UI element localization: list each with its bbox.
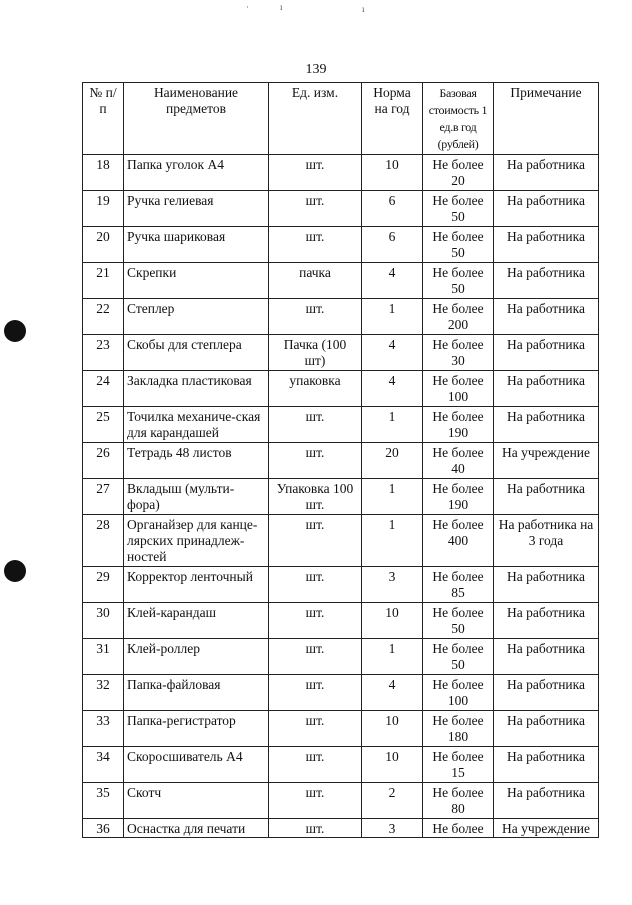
cell-name: Клей-карандаш	[124, 603, 269, 639]
cell-norm: 4	[362, 675, 423, 711]
cell-unit: шт.	[269, 155, 362, 191]
cell-note: На работника	[494, 711, 599, 747]
cell-norm: 1	[362, 639, 423, 675]
cell-unit: шт.	[269, 711, 362, 747]
table-row	[83, 155, 599, 191]
table-row	[83, 299, 599, 335]
table-row	[83, 639, 599, 675]
cell-num: 23	[83, 335, 124, 371]
cell-norm: 1	[362, 299, 423, 335]
cell-unit: упаковка	[269, 371, 362, 407]
cell-name: Папка-файловая	[124, 675, 269, 711]
header-note: Примечание	[494, 83, 599, 155]
cell-unit: шт.	[269, 747, 362, 783]
table-row	[83, 191, 599, 227]
cell-name: Ручка гелиевая	[124, 191, 269, 227]
cell-norm: 20	[362, 443, 423, 479]
cell-norm: 4	[362, 371, 423, 407]
cell-num: 34	[83, 747, 124, 783]
cell-norm: 6	[362, 191, 423, 227]
cell-num: 31	[83, 639, 124, 675]
cell-num: 32	[83, 675, 124, 711]
table-row	[83, 227, 599, 263]
cell-note: На работника	[494, 371, 599, 407]
cell-num: 33	[83, 711, 124, 747]
cell-cost: Не более 100	[423, 675, 494, 711]
cell-cost: Не более 30	[423, 335, 494, 371]
cell-unit: шт.	[269, 567, 362, 603]
cell-num: 24	[83, 371, 124, 407]
header-name: Наименование предметов	[124, 83, 269, 155]
table-row	[83, 443, 599, 479]
header-num: № п/п	[83, 83, 124, 155]
cell-note: На работника	[494, 263, 599, 299]
cell-name: Органайзер для канце-лярских принадлеж-ностей	[124, 515, 269, 567]
cell-norm: 10	[362, 603, 423, 639]
cell-cost: Не более 80	[423, 783, 494, 819]
cell-unit: Пачка (100 шт)	[269, 335, 362, 371]
table-row	[83, 567, 599, 603]
cell-num: 25	[83, 407, 124, 443]
cell-norm: 10	[362, 747, 423, 783]
cell-cost: Не более 20	[423, 155, 494, 191]
cell-name: Точилка механиче-ская для карандашей	[124, 407, 269, 443]
cell-name: Папка уголок А4	[124, 155, 269, 191]
page-number: 139	[305, 62, 327, 77]
cell-name: Скобы для степлера	[124, 335, 269, 371]
cell-name: Скоросшиватель А4	[124, 747, 269, 783]
cell-name: Тетрадь 48 листов	[124, 443, 269, 479]
punch-hole-icon	[4, 560, 26, 582]
cell-unit: шт.	[269, 675, 362, 711]
cell-cost: Не более 85	[423, 567, 494, 603]
cell-unit: Упаковка 100 шт.	[269, 479, 362, 515]
cell-name: Закладка пластиковая	[124, 371, 269, 407]
cell-norm: 6	[362, 227, 423, 263]
cell-unit: шт.	[269, 819, 362, 838]
cell-num: 19	[83, 191, 124, 227]
cell-name: Клей-роллер	[124, 639, 269, 675]
cell-num: 36	[83, 819, 124, 838]
cell-norm: 1	[362, 479, 423, 515]
cell-note: На работника	[494, 603, 599, 639]
cell-norm: 3	[362, 819, 423, 838]
cell-name: Оснастка для печати	[124, 819, 269, 838]
cell-note: На работника на 3 года	[494, 515, 599, 567]
cell-unit: пачка	[269, 263, 362, 299]
cell-num: 27	[83, 479, 124, 515]
cell-name: Корректор ленточный	[124, 567, 269, 603]
cell-cost: Не более 50	[423, 263, 494, 299]
cell-num: 21	[83, 263, 124, 299]
cell-norm: 1	[362, 407, 423, 443]
table-row	[83, 747, 599, 783]
cell-norm: 10	[362, 711, 423, 747]
table-row	[83, 263, 599, 299]
cell-norm: 10	[362, 155, 423, 191]
cell-note: На работника	[494, 299, 599, 335]
cell-cost: Не более 50	[423, 603, 494, 639]
cell-unit: шт.	[269, 299, 362, 335]
cell-note: На работника	[494, 639, 599, 675]
cell-norm: 4	[362, 335, 423, 371]
cell-note: На учреждение	[494, 443, 599, 479]
cell-note: На работника	[494, 407, 599, 443]
cell-num: 18	[83, 155, 124, 191]
cell-num: 29	[83, 567, 124, 603]
cell-cost: Не более	[423, 819, 494, 838]
cell-note: На работника	[494, 479, 599, 515]
table-row	[83, 479, 599, 515]
cell-name: Степлер	[124, 299, 269, 335]
cell-cost: Не более 180	[423, 711, 494, 747]
cell-name: Ручка шариковая	[124, 227, 269, 263]
cell-note: На работника	[494, 675, 599, 711]
header-unit: Ед. изм.	[269, 83, 362, 155]
cell-note: На учреждение	[494, 819, 599, 838]
cell-unit: шт.	[269, 227, 362, 263]
table-row	[83, 675, 599, 711]
cell-note: На работника	[494, 335, 599, 371]
cell-unit: шт.	[269, 191, 362, 227]
cell-norm: 2	[362, 783, 423, 819]
cell-norm: 3	[362, 567, 423, 603]
scan-speck: ı	[280, 2, 283, 12]
table-body	[83, 155, 599, 838]
cell-note: На работника	[494, 747, 599, 783]
cell-cost: Не более 15	[423, 747, 494, 783]
cell-num: 28	[83, 515, 124, 567]
cell-note: На работника	[494, 155, 599, 191]
cell-note: На работника	[494, 783, 599, 819]
cell-num: 30	[83, 603, 124, 639]
cell-unit: шт.	[269, 515, 362, 567]
cell-cost: Не более 100	[423, 371, 494, 407]
cell-note: На работника	[494, 191, 599, 227]
cell-unit: шт.	[269, 443, 362, 479]
table-row	[83, 783, 599, 819]
cell-num: 22	[83, 299, 124, 335]
cell-unit: шт.	[269, 603, 362, 639]
table-row	[83, 371, 599, 407]
punch-hole-icon	[4, 320, 26, 342]
cell-norm: 1	[362, 515, 423, 567]
table-row	[83, 335, 599, 371]
cell-note: На работника	[494, 567, 599, 603]
table-row	[83, 711, 599, 747]
table-row	[83, 515, 599, 567]
cell-cost: Не более 190	[423, 479, 494, 515]
supplies-table	[82, 82, 599, 838]
cell-note: На работника	[494, 227, 599, 263]
cell-name: Папка-регистратор	[124, 711, 269, 747]
cell-num: 35	[83, 783, 124, 819]
scan-speck: ·	[246, 2, 249, 12]
cell-cost: Не более 50	[423, 191, 494, 227]
table-row	[83, 603, 599, 639]
cell-unit: шт.	[269, 407, 362, 443]
header-cost: Базовая стоимость 1 ед.в год (рублей)	[423, 83, 494, 155]
cell-cost: Не более 190	[423, 407, 494, 443]
cell-num: 26	[83, 443, 124, 479]
cell-unit: шт.	[269, 783, 362, 819]
cell-cost: Не более 400	[423, 515, 494, 567]
table-header-row	[83, 83, 599, 155]
cell-num: 20	[83, 227, 124, 263]
cell-name: Скотч	[124, 783, 269, 819]
cell-cost: Не более 200	[423, 299, 494, 335]
scan-speck: ı	[362, 4, 365, 14]
cell-name: Скрепки	[124, 263, 269, 299]
cell-cost: Не более 50	[423, 227, 494, 263]
cell-name: Вкладыш (мульти-фора)	[124, 479, 269, 515]
cell-unit: шт.	[269, 639, 362, 675]
table-row	[83, 407, 599, 443]
table-row	[83, 819, 599, 838]
cell-cost: Не более 40	[423, 443, 494, 479]
cell-cost: Не более 50	[423, 639, 494, 675]
cell-norm: 4	[362, 263, 423, 299]
header-norm: Норма на год	[362, 83, 423, 155]
